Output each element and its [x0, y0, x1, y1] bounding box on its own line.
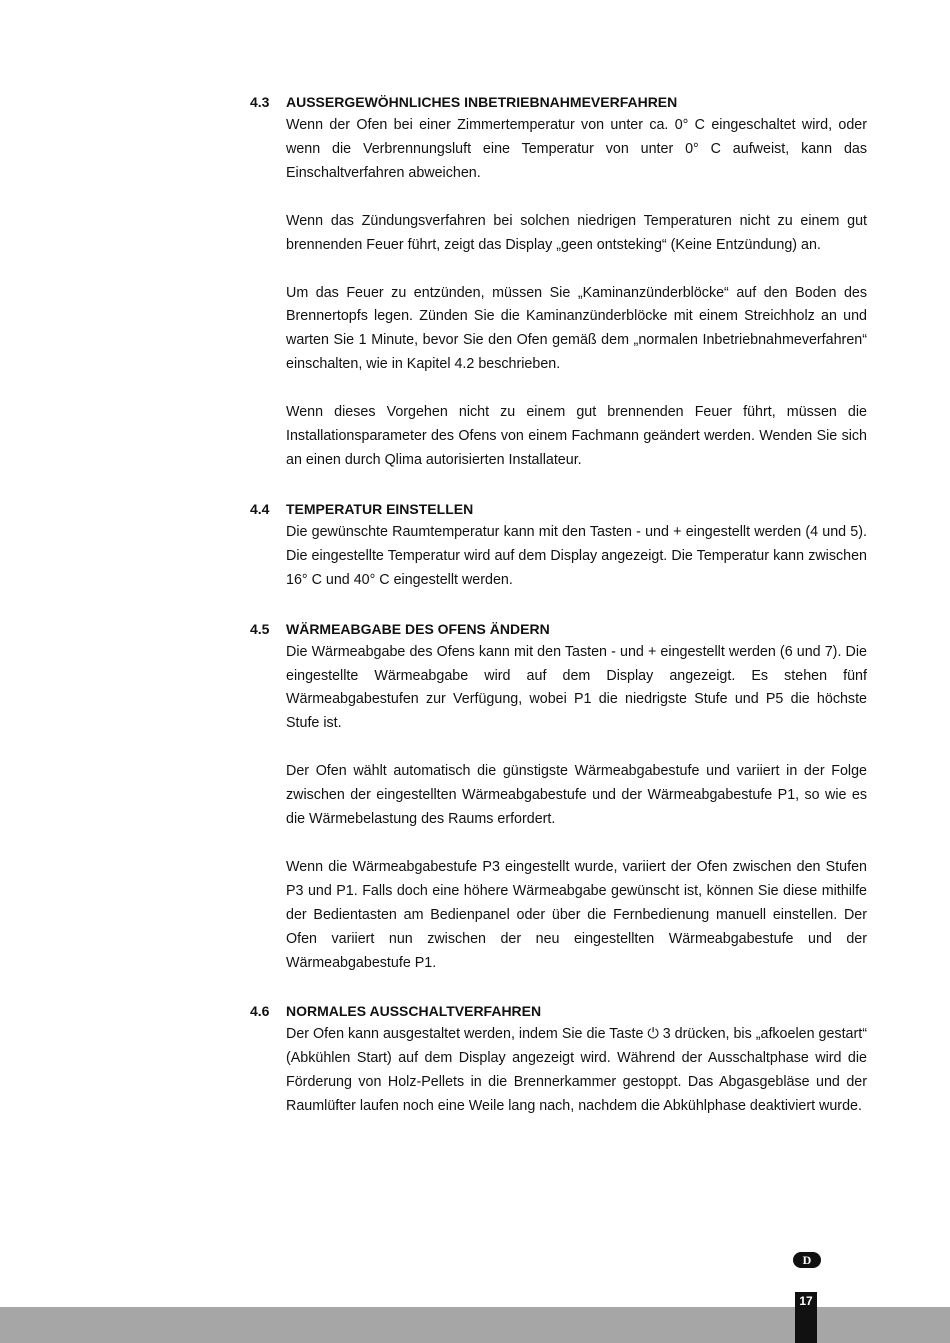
- section-4-5: [250, 617, 867, 976]
- paragraph: Wenn das Zündungsverfahren bei solchen niedrigen Temperaturen nicht zu einem gut brennenden Feuer führt, zeigt das Display „geen ontsteking“ (Keine Entzündung) an.: [286, 212, 867, 253]
- paragraph: Wenn die Wärmeabgabestufe P3 eingestellt wurde, variiert der Ofen zwischen den Stufen P3 und P1. Falls doch eine höhere Wärmeabgabe gewünscht ist, können Sie diese mithilfe der Bedientasten am Bedienpanel oder über die Fernbedienung manuell einstellen. Der Ofen variiert nun zwischen der neu eingestellten Wärmeabgabestufe und der Wärmeabgabestufe P1.: [286, 858, 867, 971]
- section-title: NORMALES AUSSCHALTVERFAHREN: [286, 1003, 542, 1020]
- section-heading: [250, 999, 867, 1023]
- paragraph: Wenn der Ofen bei einer Zimmertemperatur von unter ca. 0° C eingeschaltet wird, oder wenn die Verbrennungsluft eine Temperatur von unter 0° C aufweist, kann das Einschaltverfahren abweichen.: [286, 117, 867, 181]
- paragraph: Um das Feuer zu entzünden, müssen Sie „Kaminanzünderblöcke“ auf den Boden des Brennertopfs legen. Zünden Sie die Kaminanzünderblöcke mit einem Streichholz an und warten Sie 1 Minute, bevor Sie den Ofen gemäß dem „normalen Inbetriebnahmeverfahren“ einschalten, wie in Kapitel 4.2 beschrieben.: [286, 284, 867, 373]
- section-number: 4.5: [250, 620, 270, 637]
- section-title: WÄRMEABGABE DES OFENS ÄNDERN: [286, 620, 550, 637]
- page-number: 17: [799, 1294, 813, 1308]
- section-heading: [250, 90, 867, 114]
- paragraph: Der Ofen kann ausgestaltet werden, indem Sie die Taste ⏻ 3 drücken, bis „afkoelen gestart“ (Abkühlen Start) auf dem Display angezeigt wird. Während der Ausschaltphase wird die Förderung von Holz-Pellets in die Brennerkammer gestoppt. Das Abgasgebläse und der Raumlüfter laufen noch eine Weile lang nach, nachdem die Abkühlphase deaktiviert wurde.: [286, 1026, 867, 1115]
- paragraph: Die Wärmeabgabe des Ofens kann mit den Tasten - und + eingestellt werden (6 und 7). Die eingestellte Wärmeabgabe wird auf dem Display angezeigt. Es stehen fünf Wärmeabgabestufen zur Verfügung, wobei P1 die niedrigste Stufe und P5 die höchste Stufe ist.: [286, 643, 867, 732]
- section-title: TEMPERATUR EINSTELLEN: [286, 500, 474, 517]
- document-body: [250, 90, 867, 1143]
- section-4-3: [250, 90, 867, 473]
- language-badge: D: [793, 1252, 821, 1268]
- section-title: AUSSERGEWÖHNLICHES INBETRIEBNAHMEVERFAHREN: [286, 94, 678, 110]
- paragraph: Der Ofen wählt automatisch die günstigste Wärmeabgabestufe und variiert in der Folge zwischen der eingestellten Wärmeabgabestufe und der Wärmeabgabestufe P1, so wie es die Wärmebelastung des Raums erfordert.: [286, 763, 867, 828]
- paragraph: Wenn dieses Vorgehen nicht zu einem gut brennenden Feuer führt, müssen die Installationsparameter des Ofens von einem Fachmann geändert werden. Wenden Sie sich an einen durch Qlima autorisierten Installateur.: [286, 404, 867, 468]
- section-4-4: [250, 497, 867, 593]
- section-heading: [250, 497, 867, 521]
- paragraph: Die gewünschte Raumtemperatur kann mit den Tasten - und + eingestellt werden (4 und 5). Die eingestellte Temperatur wird auf dem Display angezeigt. Die Temperatur kann zwischen 16° C und 40° C eingestellt werden.: [286, 523, 867, 588]
- section-4-6: [250, 999, 867, 1119]
- section-number: 4.3: [250, 94, 270, 110]
- section-number: 4.4: [250, 500, 270, 517]
- section-heading: [250, 617, 867, 641]
- section-number: 4.6: [250, 1003, 270, 1020]
